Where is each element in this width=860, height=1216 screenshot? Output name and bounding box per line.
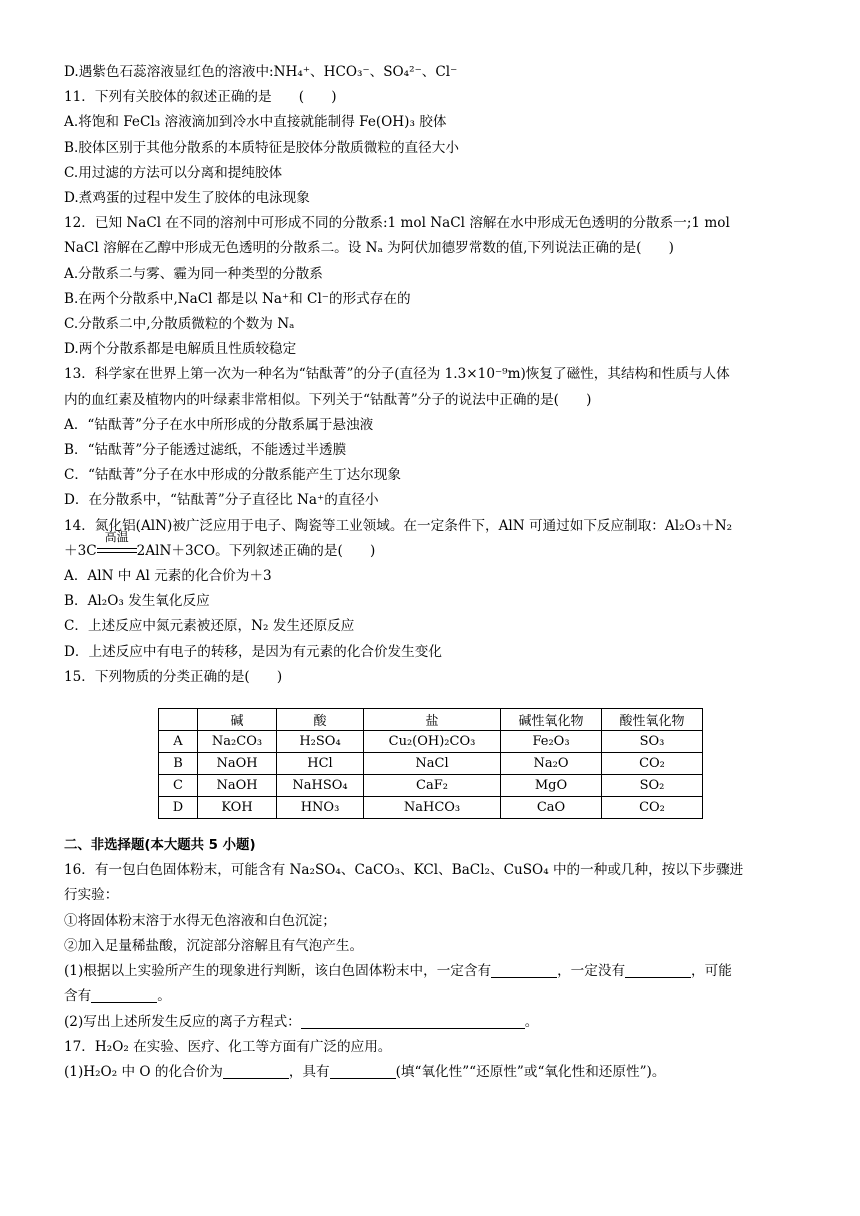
- table-header-cell: 酸性氧化物: [602, 709, 703, 731]
- q14-option-a: A．AlN 中 Al 元素的化合价为＋3: [64, 568, 272, 585]
- q14-option-b: B．Al₂O₃ 发生氧化反应: [64, 593, 210, 610]
- q16-part1-text: 。: [157, 988, 171, 1005]
- table-cell: SO₂: [602, 775, 703, 797]
- q11-option-d: D.煮鸡蛋的过程中发生了胶体的电泳现象: [64, 190, 310, 207]
- answer-blank-valence[interactable]: [223, 1064, 289, 1079]
- table-cell: MgO: [501, 775, 602, 797]
- q11-option-b: B.胶体区别于其他分散系的本质特征是胶体分散质微粒的直径大小: [64, 139, 459, 156]
- exam-page: [64, 60, 799, 1085]
- table-row: [159, 753, 703, 775]
- section-heading: 二、非选择题(本大题共 5 小题): [64, 838, 256, 854]
- q16-part2-text: (2)写出上述所发生反应的离子方程式：: [64, 1013, 301, 1030]
- q16-part1-text: ，可能: [691, 963, 732, 980]
- answer-blank-ionic-equation[interactable]: [301, 1014, 525, 1029]
- reaction-arrow: [97, 529, 137, 557]
- table-cell: A: [159, 731, 198, 753]
- q17-part1: [64, 1060, 799, 1085]
- classification-table: [158, 708, 703, 819]
- table-cell: NaHCO₃: [364, 797, 501, 819]
- table-cell: Fe₂O₃: [501, 731, 602, 753]
- table-cell: Na₂CO₃: [198, 731, 277, 753]
- q12-stem-line2: NaCl 溶解在乙醇中形成无色透明的分散系二。设 Nₐ 为阿伏加德罗常数的值,下列说法正确的是( ): [64, 240, 674, 257]
- q14-reactant-c: ＋3C: [64, 542, 97, 559]
- table-cell: CO₂: [602, 797, 703, 819]
- q15-stem: 15．下列物质的分类正确的是( ): [64, 668, 283, 685]
- q12-option-c: C.分散系二中,分散质微粒的个数为 Nₐ: [64, 316, 295, 333]
- q16-stem-line2: 行实验：: [64, 887, 119, 904]
- table-cell: B: [159, 753, 198, 775]
- q13-option-d: D．在分散系中，“钴酞菁”分子直径比 Na⁺的直径小: [64, 492, 379, 509]
- table-header-cell: [159, 709, 198, 731]
- q16-part2: [64, 1010, 799, 1035]
- q12-option-d: D.两个分散系都是电解质且性质较稳定: [64, 341, 297, 358]
- q14-products: 2AlN＋3CO。下列叙述正确的是( ): [136, 542, 376, 559]
- answer-blank-property[interactable]: [330, 1064, 396, 1079]
- table-cell: SO₃: [602, 731, 703, 753]
- answer-blank-may-contain[interactable]: [91, 988, 157, 1003]
- table-cell: NaOH: [198, 753, 277, 775]
- q12-option-a: A.分散系二与雾、霾为同一种类型的分散系: [64, 265, 323, 282]
- q16-part1-text: ，一定没有: [557, 963, 626, 980]
- q17-part1-text: ，具有: [288, 1063, 330, 1080]
- table-cell: NaHSO₄: [277, 775, 364, 797]
- q11-stem: 11．下列有关胶体的叙述正确的是 ( ): [64, 89, 337, 106]
- table-cell: HCl: [277, 753, 364, 775]
- q11-option-a: A.将饱和 FeCl₃ 溶液滴加到冷水中直接就能制得 Fe(OH)₃ 胶体: [64, 114, 447, 131]
- q11-option-c: C.用过滤的方法可以分离和提纯胶体: [64, 164, 283, 181]
- q14-stem-line2: [64, 529, 799, 564]
- q12-option-b: B.在两个分散系中,NaCl 都是以 Na⁺和 Cl⁻的形式存在的: [64, 290, 411, 307]
- q14-stem-line1: 14．氮化铝(AlN)被广泛应用于电子、陶瓷等工业领域。在一定条件下，AlN 可通过如下反应制取：Al₂O₃＋N₂: [64, 517, 733, 534]
- q17-stem: 17．H₂O₂ 在实验、医疗、化工等方面有广泛的应用。: [64, 1038, 392, 1055]
- q13-stem-line2: 内的血红素及植物内的叶绿素非常相似。下列关于“钴酞菁”分子的说法中正确的是( ): [64, 391, 592, 408]
- q16-part1-line2: [64, 984, 799, 1009]
- q17-part1-text: (1)H₂O₂ 中 O 的化合价为: [64, 1063, 223, 1080]
- table-cell: CaO: [501, 797, 602, 819]
- q14-option-d: D．上述反应中有电子的转移，是因为有元素的化合价发生变化: [64, 643, 442, 660]
- table-cell: NaCl: [364, 753, 501, 775]
- q16-stem-line1: 16．有一包白色固体粉末，可能含有 Na₂SO₄、CaCO₃、KCl、BaCl₂、CuSO₄ 中的一种或几种，按以下步骤进: [64, 862, 744, 879]
- q16-part1-line1: [64, 959, 799, 984]
- answer-blank-must-not-contain[interactable]: [625, 963, 691, 978]
- q13-stem-line1: 13．科学家在世界上第一次为一种名为“钴酞菁”的分子(直径为 1.3×10⁻⁹m)恢复了磁性，其结构和性质与人体: [64, 366, 730, 383]
- table-cell: Na₂O: [501, 753, 602, 775]
- table-cell: CaF₂: [364, 775, 501, 797]
- table-header-cell: 盐: [364, 709, 501, 731]
- reaction-condition: 高温: [104, 529, 129, 544]
- q12-stem-line1: 12．已知 NaCl 在不同的溶剂中可形成不同的分散系:1 mol NaCl 溶解在水中形成无色透明的分散系一;1 mol: [64, 215, 730, 232]
- q16-part1-text: 含有: [64, 988, 92, 1005]
- q16-step2: ②加入足量稀盐酸，沉淀部分溶解且有气泡产生。: [64, 937, 364, 954]
- q14-option-c: C．上述反应中氮元素被还原，N₂ 发生还原反应: [64, 618, 355, 635]
- table-header-cell: 碱: [198, 709, 277, 731]
- table-cell: HNO₃: [277, 797, 364, 819]
- q16-part1-text: (1)根据以上实验所产生的现象进行判断，该白色固体粉末中，一定含有: [64, 963, 492, 980]
- table-cell: C: [159, 775, 198, 797]
- table-header-cell: 酸: [277, 709, 364, 731]
- table-row: [159, 731, 703, 753]
- table-cell: H₂SO₄: [277, 731, 364, 753]
- q10-option-d: D.遇紫色石蕊溶液显红色的溶液中:NH₄⁺、HCO₃⁻、SO₄²⁻、Cl⁻: [64, 64, 458, 80]
- answer-blank-must-contain[interactable]: [491, 963, 557, 978]
- table-cell: Cu₂(OH)₂CO₃: [364, 731, 501, 753]
- q13-option-c: C．“钴酞菁”分子在水中形成的分散系能产生丁达尔现象: [64, 467, 401, 484]
- q13-option-a: A．“钴酞菁”分子在水中所形成的分散系属于悬浊液: [64, 416, 374, 433]
- table-cell: NaOH: [198, 775, 277, 797]
- table-header-row: [159, 709, 703, 731]
- table-row: [159, 775, 703, 797]
- table-header-cell: 碱性氧化物: [501, 709, 602, 731]
- q13-option-b: B．“钴酞菁”分子能透过滤纸，不能透过半透膜: [64, 442, 347, 459]
- q16-part2-text: 。: [524, 1013, 539, 1030]
- table-cell: KOH: [198, 797, 277, 819]
- q17-part1-text: (填“氧化性”“还原性”或“氧化性和还原性”)。: [395, 1063, 666, 1080]
- table-row: [159, 797, 703, 819]
- table-cell: CO₂: [602, 753, 703, 775]
- table-cell: D: [159, 797, 198, 819]
- q16-step1: ①将固体粉末溶于水得无色溶液和白色沉淀；: [64, 912, 336, 929]
